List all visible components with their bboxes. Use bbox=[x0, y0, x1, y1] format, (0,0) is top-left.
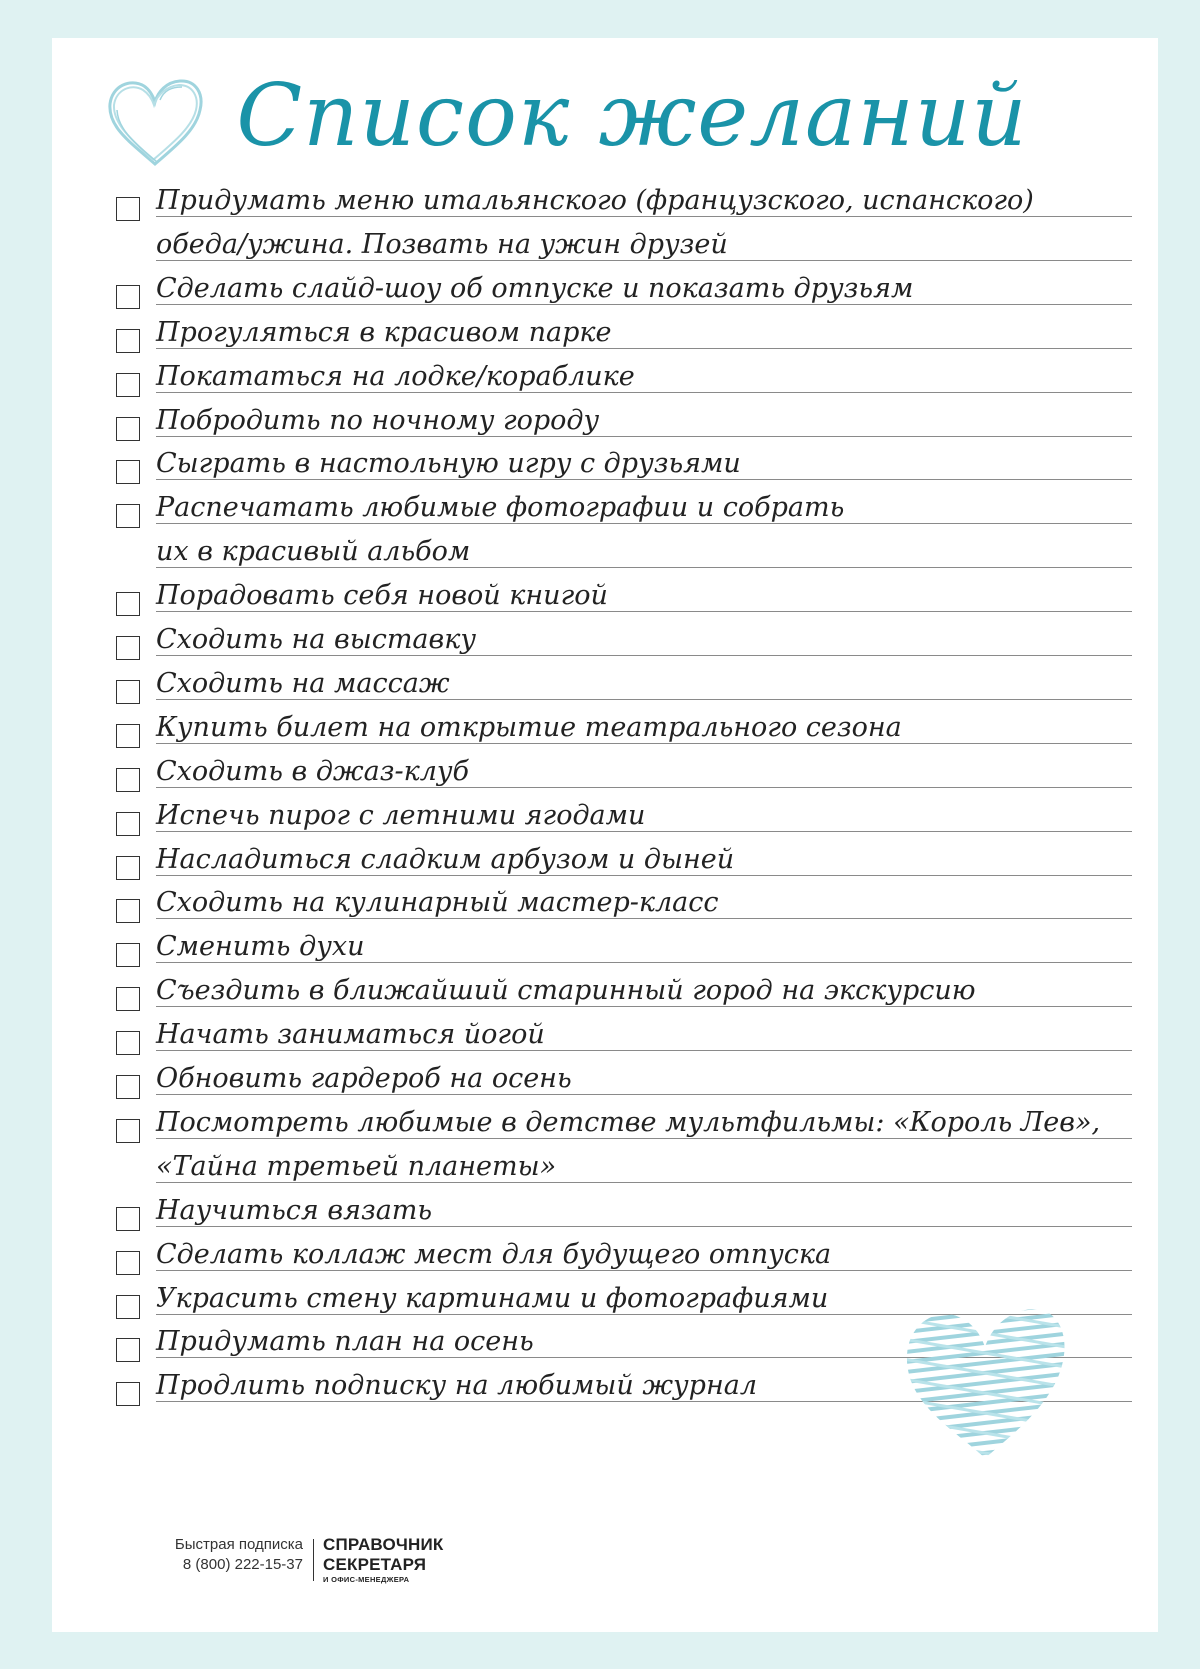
wish-checkbox[interactable] bbox=[116, 373, 140, 397]
wish-checkbox[interactable] bbox=[116, 1295, 140, 1319]
wish-checkbox[interactable] bbox=[116, 768, 140, 792]
wish-item-text: Сходить на массаж bbox=[156, 669, 1132, 700]
heart-outline-icon bbox=[100, 72, 210, 172]
wish-item-text: Побродить по ночному городу bbox=[156, 406, 1132, 437]
wish-item-text: Обновить гардероб на осень bbox=[156, 1064, 1132, 1095]
wish-checkbox[interactable] bbox=[116, 1031, 140, 1055]
phone-number: 8 (800) 222-15-37 bbox=[182, 1556, 303, 1573]
wish-checkbox[interactable] bbox=[116, 1207, 140, 1231]
subscribe-label: Быстрая подписка bbox=[174, 1536, 303, 1553]
wish-checkbox[interactable] bbox=[116, 636, 140, 660]
wishlist-sheet bbox=[52, 38, 1158, 1632]
wish-checkbox[interactable] bbox=[116, 460, 140, 484]
wish-item-text: Сделать коллаж мест для будущего отпуска bbox=[156, 1240, 1132, 1271]
wish-item-text: Придумать меню итальянского (французского, испанского) bbox=[156, 186, 1132, 217]
wish-item-text: Распечатать любимые фотографии и собрать bbox=[156, 493, 1132, 524]
wish-item-text: Прогуляться в красивом парке bbox=[156, 318, 1132, 349]
wish-checkbox[interactable] bbox=[116, 812, 140, 836]
wish-checkbox[interactable] bbox=[116, 329, 140, 353]
wish-item-text: Испечь пирог с летними ягодами bbox=[156, 801, 1132, 832]
wish-item-text: обеда/ужина. Позвать на ужин друзей bbox=[156, 230, 1132, 261]
wish-item-text: Насладиться сладким арбузом и дыней bbox=[156, 845, 1132, 876]
wish-item-text: Продлить подписку на любимый журнал bbox=[156, 1371, 1132, 1402]
wish-checkbox[interactable] bbox=[116, 1119, 140, 1143]
brand-line1: СПРАВОЧНИК bbox=[323, 1535, 444, 1554]
wish-item-text: Покататься на лодке/кораблике bbox=[156, 362, 1132, 393]
wish-item-text: Придумать план на осень bbox=[156, 1327, 1132, 1358]
wish-item-text: Сменить духи bbox=[156, 932, 1132, 963]
wish-item-text: Сходить на кулинарный мастер-класс bbox=[156, 888, 1132, 919]
wish-checkbox[interactable] bbox=[116, 592, 140, 616]
wish-checkbox[interactable] bbox=[116, 1382, 140, 1406]
wish-item-text: Посмотреть любимые в детстве мультфильмы: «Король Лев», bbox=[156, 1108, 1132, 1139]
wish-item-text: Начать заниматься йогой bbox=[156, 1020, 1132, 1051]
wish-checkbox[interactable] bbox=[116, 285, 140, 309]
brand-line3: И ОФИС-МЕНЕДЖЕРА bbox=[323, 1575, 410, 1584]
brand-line2: СЕКРЕТАРЯ bbox=[323, 1555, 427, 1574]
wish-item-text: Сделать слайд-шоу об отпуске и показать друзьям bbox=[156, 274, 1132, 305]
wish-checkbox[interactable] bbox=[116, 197, 140, 221]
wish-item-text: Сходить на выставку bbox=[156, 625, 1132, 656]
wish-checkbox[interactable] bbox=[116, 856, 140, 880]
wish-checkbox[interactable] bbox=[116, 1251, 140, 1275]
wish-checkbox[interactable] bbox=[116, 943, 140, 967]
wish-checkbox[interactable] bbox=[116, 417, 140, 441]
wish-item-text: Украсить стену картинами и фотографиями bbox=[156, 1284, 1132, 1315]
heart-scribble-icon bbox=[897, 1293, 1072, 1468]
wish-checkbox[interactable] bbox=[116, 680, 140, 704]
subscription-info bbox=[120, 1535, 303, 1575]
wish-checkbox[interactable] bbox=[116, 1075, 140, 1099]
wish-checkbox[interactable] bbox=[116, 504, 140, 528]
wish-item-text: Сходить в джаз-клуб bbox=[156, 757, 1132, 788]
page-title: Список желаний bbox=[236, 66, 1028, 166]
wish-checkbox[interactable] bbox=[116, 1338, 140, 1362]
wish-item-text: Купить билет на открытие театрального сезона bbox=[156, 713, 1132, 744]
wish-checkbox[interactable] bbox=[116, 724, 140, 748]
wish-item-text: Сыграть в настольную игру с друзьями bbox=[156, 449, 1132, 480]
wish-item-text: их в красивый альбом bbox=[156, 537, 1132, 568]
wish-item-text: «Тайна третьей планеты» bbox=[156, 1152, 1132, 1183]
wish-checkbox[interactable] bbox=[116, 899, 140, 923]
wish-item-text: Порадовать себя новой книгой bbox=[156, 581, 1132, 612]
wish-item-text: Съездить в ближайший старинный город на экскурсию bbox=[156, 976, 1132, 1007]
footer-divider bbox=[313, 1539, 314, 1581]
brand-logo bbox=[323, 1535, 444, 1585]
wish-item-text: Научиться вязать bbox=[156, 1196, 1132, 1227]
wish-checkbox[interactable] bbox=[116, 987, 140, 1011]
